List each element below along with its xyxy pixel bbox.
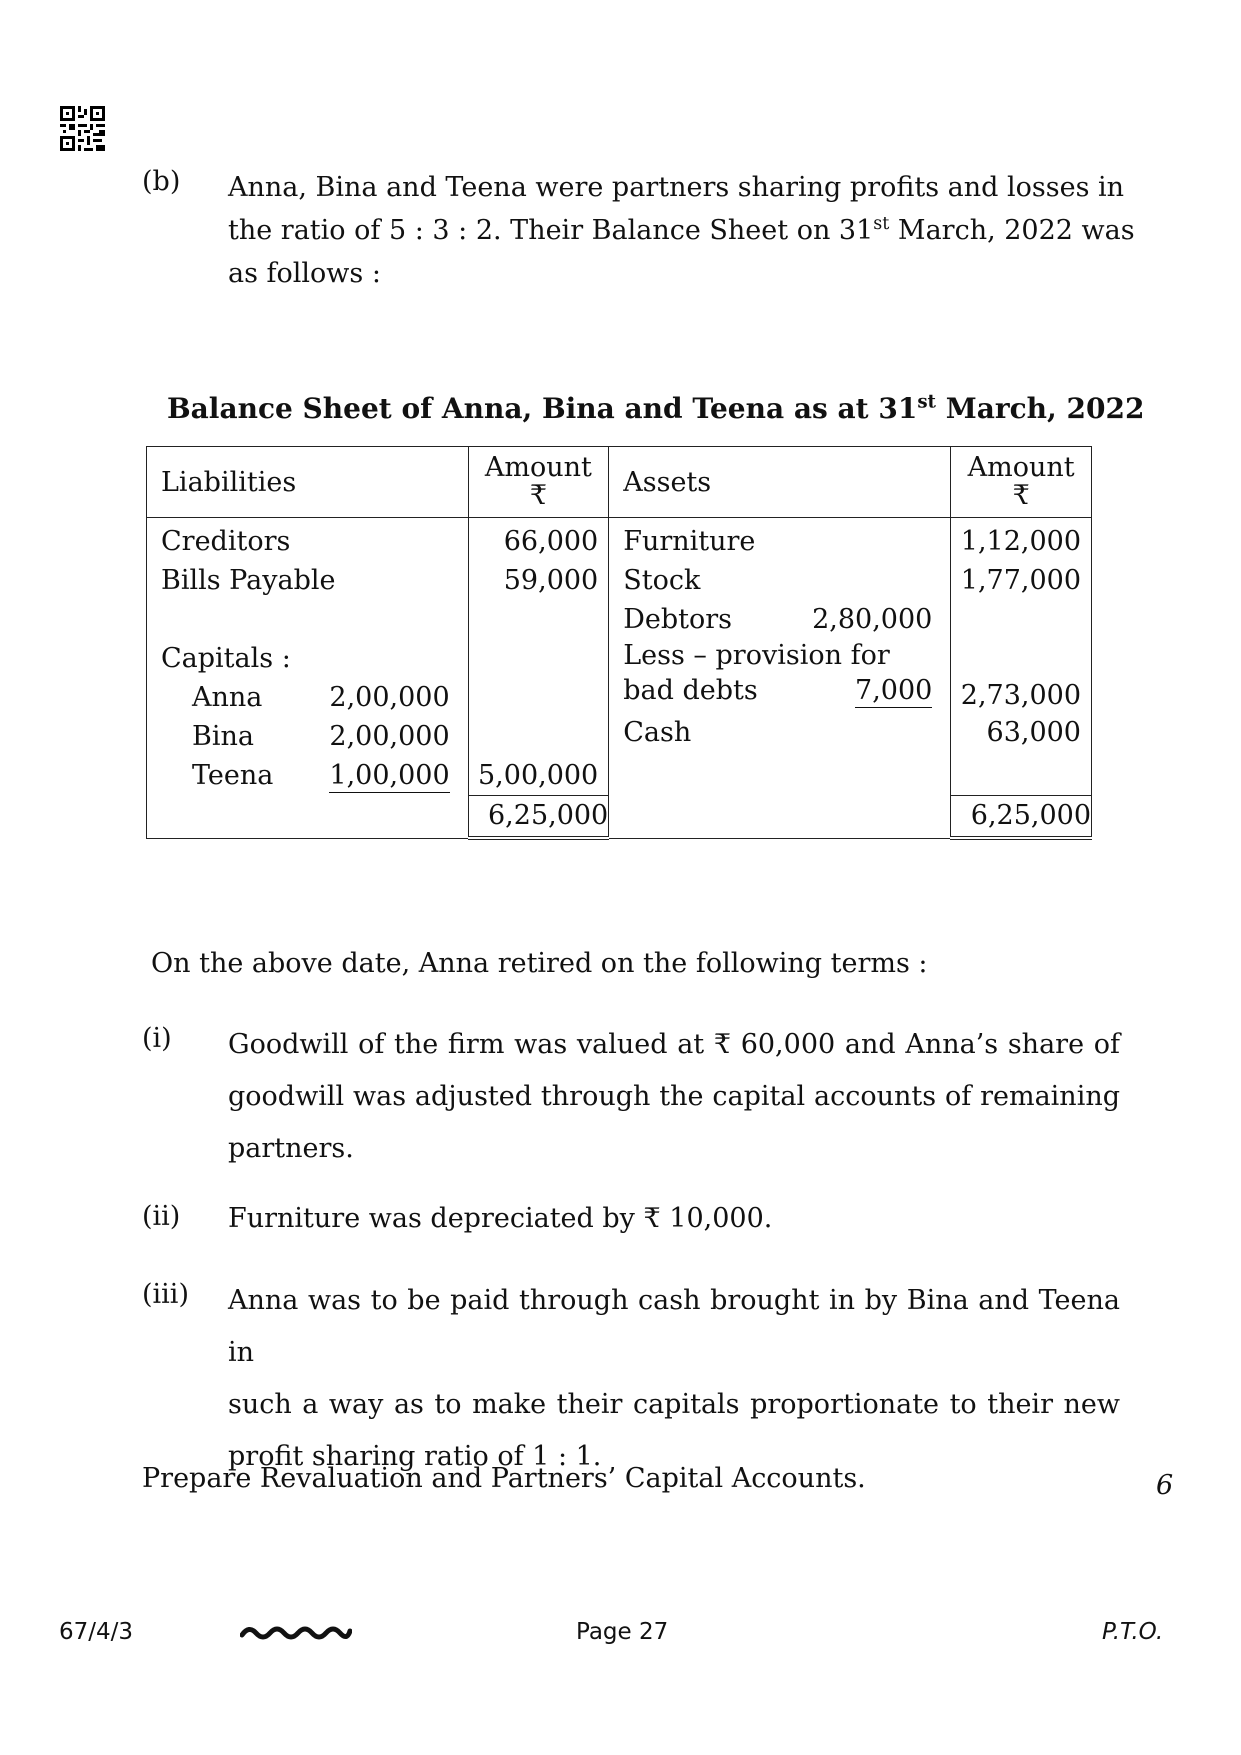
asset-provision-amount: 7,000 bbox=[855, 675, 933, 706]
balance-sheet-table bbox=[146, 446, 1092, 840]
pto-label: P.T.O. bbox=[1102, 1619, 1164, 1645]
asset-bad-debts-label: bad debts bbox=[623, 675, 758, 706]
capital-bina-amount: 2,00,000 bbox=[329, 721, 450, 752]
header-amount-assets-label: Amount bbox=[967, 452, 1075, 483]
blank-row bbox=[951, 752, 1091, 791]
liability-creditors: Creditors bbox=[161, 526, 291, 557]
header-assets: Assets bbox=[609, 447, 951, 518]
term-3-text bbox=[228, 1275, 1120, 1483]
asset-bad-debts bbox=[609, 673, 950, 713]
asset-cash: Cash bbox=[623, 717, 692, 748]
blank-row bbox=[469, 639, 609, 678]
creditors-amount: 66,000 bbox=[503, 526, 599, 557]
asset-stock: Stock bbox=[623, 565, 701, 596]
blank-row bbox=[951, 639, 1091, 673]
page-number: Page 27 bbox=[576, 1619, 669, 1645]
capital-teena-amount-wrap bbox=[329, 756, 449, 795]
balance-sheet-body-row bbox=[147, 518, 1092, 796]
balance-sheet-title-end: March, 2022 bbox=[935, 392, 1145, 425]
paper-code: 67/4/3 bbox=[59, 1619, 134, 1645]
question-line-2 bbox=[228, 209, 1135, 252]
header-amount-assets bbox=[951, 447, 1092, 518]
balance-sheet-title bbox=[167, 392, 1144, 425]
blank-row bbox=[147, 600, 468, 639]
balance-sheet-header-row bbox=[147, 447, 1092, 518]
term-3-line-3: profit sharing ratio of 1 : 1. bbox=[228, 1441, 602, 1472]
total-blank-1 bbox=[147, 796, 469, 839]
asset-less-provision: Less – provision for bbox=[623, 640, 890, 671]
term-1-line-1: Goodwill of the firm was valued at ₹ 60,000 and Anna’s share of bbox=[228, 1029, 1120, 1060]
liabilities-total: 6,25,000 bbox=[468, 796, 609, 839]
term-2-line-1: Furniture was depreciated by ₹ 10,000. bbox=[228, 1203, 773, 1234]
qr-code-icon bbox=[60, 106, 105, 151]
question-line-2-text: the ratio of 5 : 3 : 2. Their Balance Sheet on 31 bbox=[228, 215, 874, 246]
question-line-1: Anna, Bina and Teena were partners sharing profits and losses in bbox=[228, 172, 1125, 203]
capitals-total-amount: 5,00,000 bbox=[478, 760, 599, 791]
terms-intro: On the above date, Anna retired on the following terms : bbox=[151, 948, 928, 979]
balance-sheet-title-sup: st bbox=[917, 391, 936, 413]
capital-anna-amount: 2,00,000 bbox=[329, 682, 450, 713]
capital-teena-label: Teena bbox=[192, 760, 274, 791]
net-debtors-amount: 2,73,000 bbox=[960, 680, 1081, 711]
instruction: Prepare Revaluation and Partners’ Capital Accounts. bbox=[142, 1463, 866, 1494]
blank-row bbox=[951, 600, 1091, 639]
asset-furniture: Furniture bbox=[623, 526, 756, 557]
capital-teena-amount: 1,00,000 bbox=[329, 760, 450, 791]
wave-ornament-icon bbox=[240, 1623, 352, 1641]
capital-teena bbox=[147, 756, 468, 795]
assets-column bbox=[609, 518, 951, 796]
rupee-icon: ₹ bbox=[1012, 480, 1030, 511]
question-line-3: as follows : bbox=[228, 258, 381, 289]
capital-anna bbox=[147, 678, 468, 717]
liabilities-column bbox=[147, 518, 469, 796]
question-line-2-sup: st bbox=[873, 214, 890, 234]
rupee-icon: ₹ bbox=[529, 480, 548, 511]
marks: 6 bbox=[1156, 1470, 1174, 1501]
term-2-label: (ii) bbox=[142, 1201, 181, 1232]
furniture-amount: 1,12,000 bbox=[960, 526, 1081, 557]
term-3-label: (iii) bbox=[142, 1279, 189, 1310]
term-2-text bbox=[228, 1197, 1120, 1240]
cash-amount: 63,000 bbox=[986, 717, 1081, 748]
term-1-line-3: partners. bbox=[228, 1133, 354, 1164]
capital-bina-label: Bina bbox=[192, 721, 254, 752]
asset-debtors-amount: 2,80,000 bbox=[812, 604, 933, 635]
term-3-line-1: Anna was to be paid through cash brought in by Bina and Teena in bbox=[228, 1285, 1120, 1368]
blank-row bbox=[609, 752, 950, 791]
question-label: (b) bbox=[142, 166, 181, 197]
capital-anna-label: Anna bbox=[192, 682, 263, 713]
header-amount-liabilities-label: Amount bbox=[484, 452, 592, 483]
header-amount-liabilities bbox=[468, 447, 609, 518]
liability-capitals-label: Capitals : bbox=[161, 643, 291, 674]
balance-sheet-total-row bbox=[147, 796, 1092, 839]
asset-debtors bbox=[609, 600, 950, 639]
bills-payable-amount: 59,000 bbox=[503, 565, 599, 596]
blank-row bbox=[469, 717, 609, 756]
asset-provision-amount-wrap bbox=[855, 673, 932, 709]
liability-bills-payable: Bills Payable bbox=[161, 565, 336, 596]
question-line-2-end: March, 2022 was bbox=[889, 215, 1135, 246]
blank-row bbox=[469, 600, 609, 639]
asset-debtors-label: Debtors bbox=[623, 604, 733, 635]
header-liabilities: Liabilities bbox=[147, 447, 469, 518]
blank-row bbox=[469, 678, 609, 717]
assets-total: 6,25,000 bbox=[951, 796, 1092, 839]
term-3-line-2: such a way as to make their capitals proportionate to their new bbox=[228, 1389, 1120, 1420]
stock-amount: 1,77,000 bbox=[960, 565, 1081, 596]
capital-bina bbox=[147, 717, 468, 756]
assets-amount-column bbox=[951, 518, 1092, 796]
total-blank-2 bbox=[609, 796, 951, 839]
balance-sheet-title-main: Balance Sheet of Anna, Bina and Teena as at 31 bbox=[167, 392, 918, 425]
term-1-label: (i) bbox=[142, 1023, 172, 1054]
term-1-line-2: goodwill was adjusted through the capital accounts of remaining bbox=[228, 1081, 1120, 1112]
term-1-text bbox=[228, 1019, 1120, 1175]
question-text bbox=[228, 166, 1135, 295]
liabilities-amount-column bbox=[468, 518, 609, 796]
